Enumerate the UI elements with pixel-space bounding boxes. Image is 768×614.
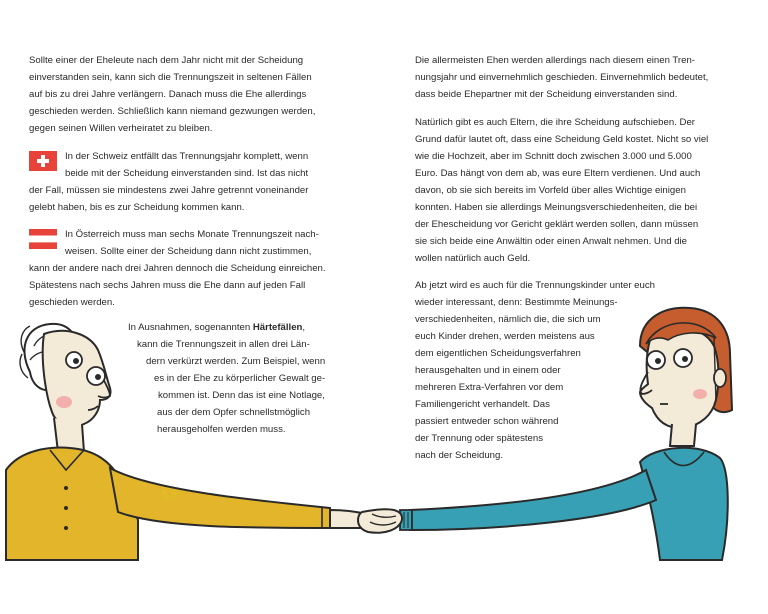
right-para2-line: der Ehescheidung vor Gericht geklärt werden sollen, dann müssen xyxy=(415,219,699,230)
austria-line: geschieden werden. xyxy=(29,297,115,308)
hardship-line: aus der dem Opfer schnellstmöglich xyxy=(157,407,311,418)
right-para3-line: nach der Scheidung. xyxy=(415,450,504,461)
left-intro-line: Sollte einer der Eheleute nach dem Jahr nicht mit der Scheidung xyxy=(29,55,304,66)
austria-line: weisen. Sollte einer der Scheidung dann nicht zustimmen, xyxy=(65,246,312,257)
right-para2-line: wie die Hochzeit, aber im Schnitt doch zwischen 3.000 und 5.000 xyxy=(415,151,692,162)
right-para3-line: herausgehalten und in einem oder xyxy=(415,365,561,376)
right-para1-line: nungsjahr und einvernehmlich geschieden. Einvernehmlich bedeutet, xyxy=(415,72,709,83)
right-para3-line: euch Kinder drehen, werden meistens aus xyxy=(415,331,595,342)
swiss-flag-icon xyxy=(29,151,57,171)
right-para2-line: wollen natürlich auch Geld. xyxy=(415,253,531,264)
hardship-line: herausgeholfen werden muss. xyxy=(157,424,286,435)
left-intro-line: gegen seinen Willen verheiratet zu bleiben. xyxy=(29,123,213,134)
right-para3-line: passiert entweder schon während xyxy=(415,416,559,427)
austria-flag-icon xyxy=(29,229,57,249)
right-para1-line: Die allermeisten Ehen werden allerdings nach diesem einen Tren- xyxy=(415,55,695,66)
right-para1-line: dass beide Ehepartner mit der Scheidung einverstanden sind. xyxy=(415,89,678,100)
right-para3-line: wieder interessant, denn: Bestimmte Meinungs- xyxy=(415,297,618,308)
austria-line: Spätestens nach sechs Jahren muss die Ehe dann auf jeden Fall xyxy=(29,280,306,291)
austria-line: In Österreich muss man sechs Monate Trennungszeit nach- xyxy=(65,229,319,240)
hardship-line: kommen ist. Denn das ist eine Notlage, xyxy=(158,390,325,401)
left-intro-line: auf bis zu drei Jahre verlängern. Danach muss die Ehe allerdings xyxy=(29,89,307,100)
handshake xyxy=(358,509,402,533)
right-para2-line: Grund dafür lautet oft, dass eine Scheidung Geld kostet. Nicht so viel xyxy=(415,134,709,145)
switzerland-line: beide mit der Scheidung einverstanden sind. Ist das nicht xyxy=(65,168,309,179)
right-para3-line: mehreren Extra-Verfahren vor dem xyxy=(415,382,564,393)
hardship-term: Härtefällen xyxy=(252,322,303,333)
austria-line: kann der andere nach drei Jahren dennoch die Scheidung einreichen. xyxy=(29,263,326,274)
left-intro-line: einverstanden sein, kann sich die Trennungszeit in seltenen Fällen xyxy=(29,72,312,83)
switzerland-line: der Fall, müssen sie mindestens zwei Jahre getrennt voneinander xyxy=(29,185,309,196)
right-para3-line: Ab jetzt wird es auch für die Trennungskinder unter euch xyxy=(415,280,655,291)
right-para3-line: verschiedenheiten, nämlich die, die sich um xyxy=(415,314,601,325)
hardship-first-line: In Ausnahmen, sogenannten Härtefällen, xyxy=(128,322,306,333)
switzerland-line: In der Schweiz entfällt das Trennungsjahr komplett, wenn xyxy=(65,151,309,162)
right-para3-line: Familiengericht verhandelt. Das xyxy=(415,399,550,410)
page-number: 58 xyxy=(162,487,179,502)
right-para2-line: Euro. Das hängt von dem ab, was eure Eltern verdienen. Und auch xyxy=(415,168,701,179)
hardship-line: kann die Trennungszeit in allen drei Län- xyxy=(137,339,310,350)
right-para2-line: Natürlich gibt es auch Eltern, die ihre Scheidung aufschieben. Der xyxy=(415,117,695,128)
left-intro-line: geschieden werden. Schließlich kann niemand gezwungen werden, xyxy=(29,106,316,117)
hardship-line: dern verkürzt werden. Zum Beispiel, wenn xyxy=(146,356,326,367)
hardship-line: es in der Ehe zu körperlicher Gewalt ge- xyxy=(154,373,326,384)
right-para2-line: sie sich beide eine Anwältin oder einen Anwalt nehmen. Und die xyxy=(415,236,688,247)
right-para3-line: der Trennung oder spätestens xyxy=(415,433,544,444)
right-para2-line: davon, ob sie sich bereits im Vorfeld über alles Wichtige einigen xyxy=(415,185,686,196)
right-para3-line: dem eigentlichen Scheidungsverfahren xyxy=(415,348,581,359)
switzerland-line: gelebt haben, bis es zur Scheidung kommen kann. xyxy=(29,202,245,213)
right-para2-line: konnten. Haben sie allerdings Meinungsverschiedenheiten, die bei xyxy=(415,202,698,213)
